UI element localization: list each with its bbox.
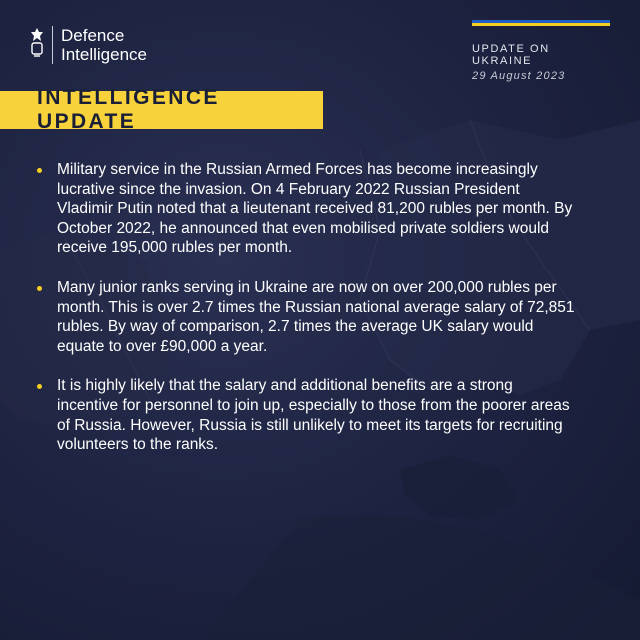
- intelligence-update-banner: [0, 86, 323, 133]
- bullet-dot-icon: [37, 384, 42, 389]
- bullet-text: It is highly likely that the salary and additional benefits are a strong incentive for personnel to join up, especially to those from the poorer areas of Russia. However, Russia is still unlikely to meet its targets for recruiting volunteers to the ranks.: [57, 377, 570, 454]
- bullet-dot-icon: [37, 286, 42, 291]
- logo-text: [61, 26, 147, 64]
- bullet-item: [37, 160, 577, 258]
- logo-line-1: Defence: [61, 26, 125, 45]
- logo-line-2: Intelligence: [61, 45, 148, 64]
- defence-intelligence-logo: [28, 26, 147, 64]
- bullet-dot-icon: [37, 168, 42, 173]
- update-label: UPDATE ON UKRAINE: [472, 43, 550, 67]
- royal-crest-icon: [28, 26, 46, 60]
- update-header: [472, 20, 610, 82]
- flag-yellow-stripe: [472, 23, 610, 26]
- update-date: 29 August 2023: [472, 70, 566, 82]
- ukraine-flag: [472, 20, 610, 26]
- banner-title: INTELLIGENCE UPDATE: [37, 86, 220, 133]
- bullet-text: Many junior ranks serving in Ukraine are now on over 200,000 rubles per month. This is over 2.7 times the Russian national average salary of 72,851 rubles. By way of comparison, 2.7 times the average UK salary would equate to over £90,000 a year.: [57, 278, 575, 355]
- bullet-text: Military service in the Russian Armed Forces has become increasingly lucrative since the invasion. On 4 February 2022 Russian President Vladimir Putin noted that a lieutenant received 81,200 rubles per month. By October 2022, he announced that even mobilised private soldiers would receive 195,000 rubles per month.: [57, 161, 573, 257]
- logo-divider: [52, 26, 53, 64]
- bullet-item: [37, 376, 577, 454]
- bullet-item: [37, 278, 577, 356]
- bullet-list: [37, 160, 577, 455]
